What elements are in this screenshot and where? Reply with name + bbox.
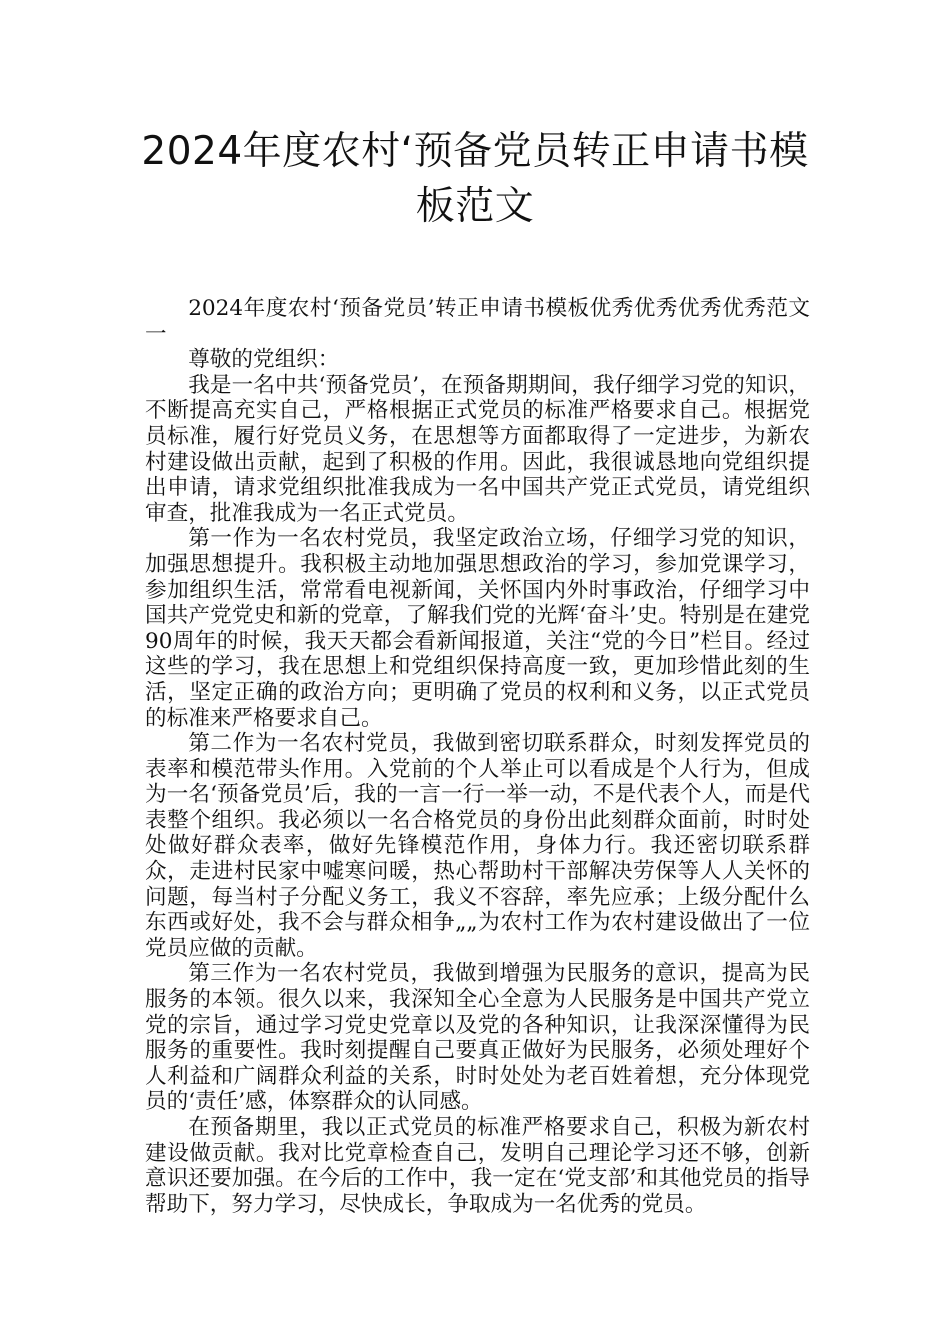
body-paragraph-second: 第二作为一名农村党员，我做到密切联系群众，时刻发挥党员的表率和模范带头作用。入党前的个人举止可以看成是个人行为，但成为一名‘预备党员’后，我的一言一行一举一动，不是代表个人，而是代表整个组织。我必须以一名合格党员的身份出此刻群众面前，时时处处做好群众表率，做好先锋模范作用，身体力行。我还密切联系群众，走进村民家中嘘寒问暖，热心帮助村干部解决劳保等人人关怀的问题，每当村子分配义务工，我义不容辞，率先应承；上级分配什么东西或好处，我不会与群众相争„„为农村工作为农村建设做出了一位党员应做的贡献。 bbox=[145, 731, 810, 961]
body-paragraph-closing: 在预备期里，我以正式党员的标准严格要求自己，积极为新农村建设做贡献。我对比党章检查自己，发明自己理论学习还不够，创新意识还要加强。在今后的工作中，我一定在‘党支部’和其他党员的指导帮助下，努力学习，尽快成长，争取成为一名优秀的党员。 bbox=[145, 1115, 810, 1217]
salutation: 尊敬的党组织： bbox=[188, 347, 340, 373]
title-line-2: 板范文 bbox=[415, 184, 535, 229]
document-body bbox=[145, 296, 810, 1217]
subtitle-paragraph: 2024年度农村‘预备党员’转正申请书模板优秀优秀优秀优秀范文一 bbox=[145, 296, 810, 347]
body-paragraph-intro: 我是一名中共‘预备党员’，在预备期期间，我仔细学习党的知识，不断提高充实自己，严格根据正式党员的标准严格要求自己。根据党员标准，履行好党员义务，在思想等方面都取得了一定进步，为新农村建设做出贡献，起到了积极的作用。因此，我很诚恳地向党组织提出申请，请求党组织批准我成为一名中国共产党正式党员，请党组织审查，批准我成为一名正式党员。 bbox=[145, 372, 810, 526]
document-title bbox=[120, 124, 830, 234]
body-paragraph-third: 第三作为一名农村党员，我做到增强为民服务的意识，提高为民服务的本领。很久以来，我深知全心全意为人民服务是中国共产党立党的宗旨，通过学习党史党章以及党的各种知识，让我深深懂得为民服务的重要性。我时刻提醒自己要真正做好为民服务，必须处理好个人利益和广阔群众利益的关系，时时处处为老百姓着想，充分体现党员的‘责任’感，体察群众的认同感。 bbox=[145, 961, 810, 1115]
body-paragraph-first: 第一作为一名农村党员，我坚定政治立场，仔细学习党的知识，加强思想提升。我积极主动地加强思想政治的学习，参加党课学习，参加组织生活，常常看电视新闻，关怀国内外时事政治，仔细学习中国共产党党史和新的党章，了解我们党的光辉‘奋斗’史。特别是在建党90周年的时候，我天天都会看新闻报道，关注“党的今日”栏目。经过这些的学习，我在思想上和党组织保持高度一致，更加珍惜此刻的生活，坚定正确的政治方向；更明确了党员的权利和义务，以正式党员的标准来严格要求自己。 bbox=[145, 526, 810, 731]
title-line-1: 2024年度农村‘预备党员转正申请书模 bbox=[141, 129, 809, 174]
